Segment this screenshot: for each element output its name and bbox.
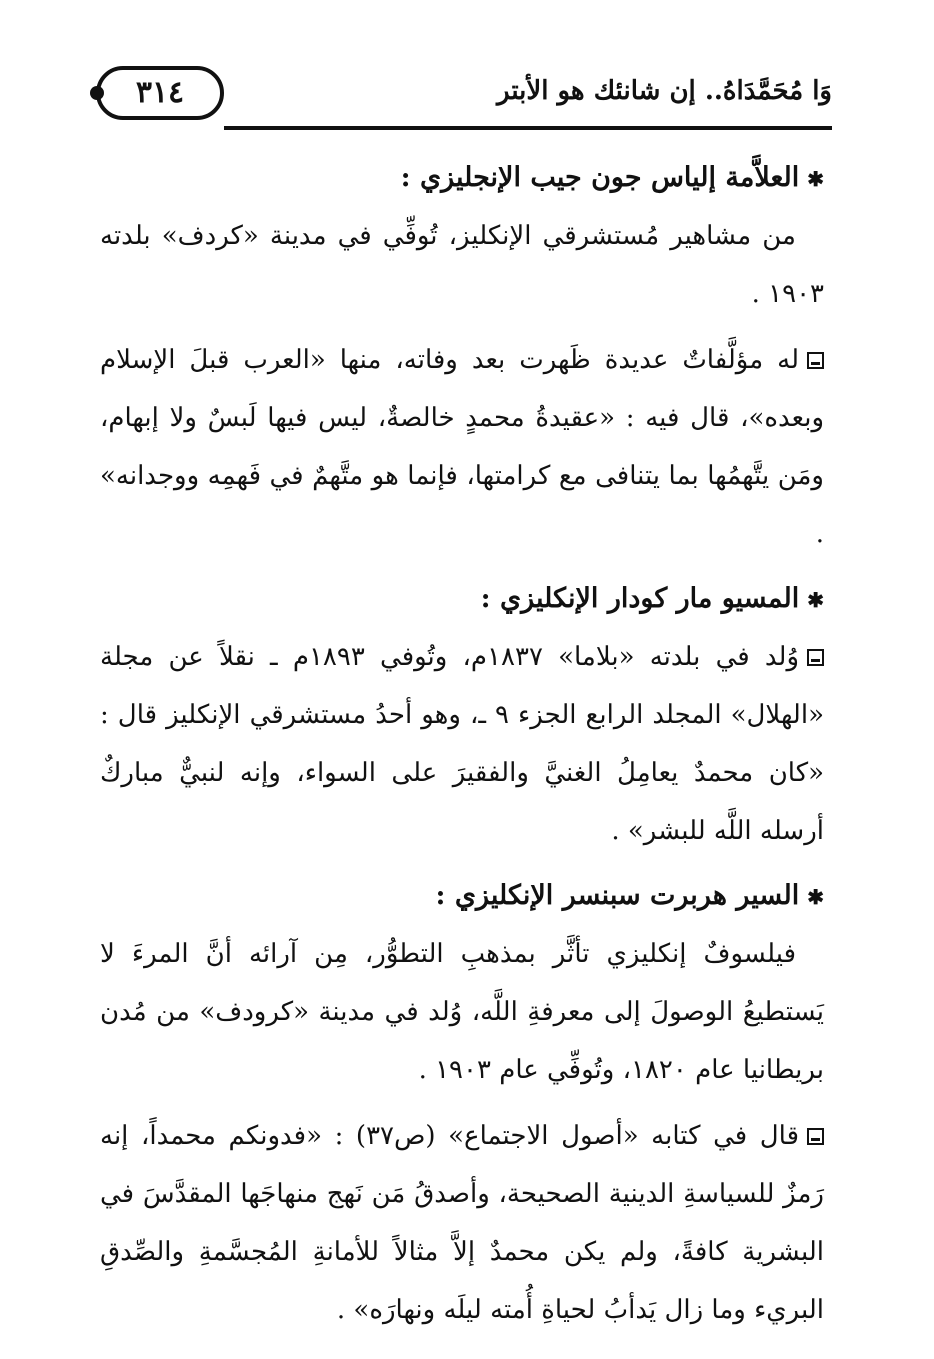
running-title: وَا مُحَمَّدَاهُ.. إن شانئك هو الأبتر [496, 76, 832, 106]
paragraph-text: قال في كتابه «أصول الاجتماع» (ص٣٧) : «فدونكم محمداً، إنه رَمزٌ للسياسةِ الدينية الصحيحة، وأصدقُ مَن نَهج منهاجَها المقدَّسَ في البشرية كافةً، ولم يكن محمدٌ إلاَّ مثالاً للأمانةِ المُجسَّمةِ والصِّدقِ البريء وما زال يَدأبُ لحياةِ أُمته ليلَه ونهارَه» . [100, 1121, 824, 1325]
header-rule [224, 126, 832, 130]
paragraph-text: من مشاهير مُستشرقي الإنكليز، تُوفِّي في مدينة «كردف» بلدته ١٩٠٣ . [100, 221, 824, 309]
section-heading [100, 571, 824, 628]
star-icon: ✱ [807, 167, 824, 191]
paragraph-text: وُلد في بلدته «بلاما» ١٨٣٧م، وتُوفي ١٨٩٣م ـ نقلاً عن مجلة «الهلال» المجلد الرابع الجزء ٩ ـ، وهو أحدُ مستشرقي الإنكليز قال : «كان محمدٌ يعامِلُ الغنيَّ والفقيرَ على السواء، وإنه لنبيٌّ مباركٌ أرسله اللَّه للبشر» . [100, 642, 824, 846]
page-header [96, 62, 832, 132]
star-icon: ✱ [807, 588, 824, 612]
heading-text: العلاَّمة إلياس جون جيب الإنجليزي : [400, 162, 800, 193]
paragraph [100, 1107, 824, 1339]
paragraph [100, 628, 824, 860]
paragraph [100, 207, 824, 323]
page-body [100, 150, 824, 1347]
checkbox-square-icon [807, 649, 824, 666]
heading-text: السير هربرت سبنسر الإنكليزي : [435, 880, 800, 911]
checkbox-square-icon [807, 352, 824, 369]
checkbox-square-icon [807, 1128, 824, 1145]
paragraph-text: له مؤلَّفاتٌ عديدة ظَهرت بعد وفاته، منها «العرب قبلَ الإسلام وبعده»، قال فيه : «عقيدةُ محمدٍ خالصةٌ، ليس فيها لَبسٌ ولا إبهام، ومَن يتَّهمُها بما يتنافى مع كرامتها، فإنما هو متَّهمٌ في فَهمِه ووجدانه» . [100, 345, 824, 549]
page-number-badge: ٣١٤ [96, 66, 224, 120]
heading-text: المسيو مار كودار الإنكليزي : [480, 583, 800, 614]
star-icon: ✱ [807, 885, 824, 909]
paragraph [100, 331, 824, 563]
section-heading [100, 150, 824, 207]
paragraph-text: فيلسوفٌ إنكليزي تأثَّر بمذهبِ التطوُّر، مِن آرائه أنَّ المرءَ لا يَستطيعُ الوصولَ إلى معرفةِ اللَّه، وُلد في مدينة «كرودف» من مُدن بريطانيا عام ١٨٢٠، وتُوفِّي عام ١٩٠٣ . [100, 939, 824, 1085]
section-heading [100, 868, 824, 925]
paragraph [100, 925, 824, 1099]
